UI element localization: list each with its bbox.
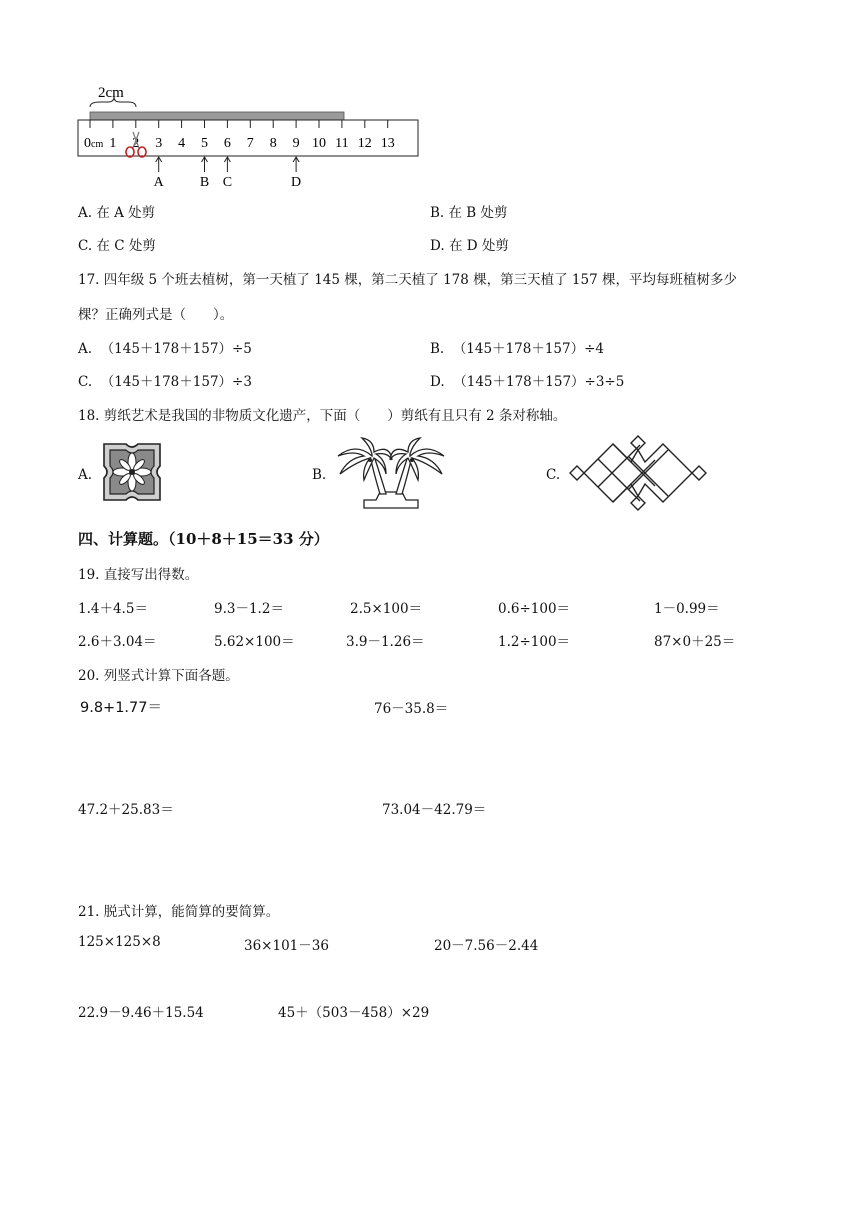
ruler-tick-label: 13	[380, 136, 395, 151]
q17-option-b[interactable]	[430, 337, 604, 357]
cut-point-d	[291, 157, 301, 190]
ruler-tick-label: 3	[155, 136, 163, 151]
q19-item: 87×0＋25＝	[654, 634, 736, 650]
q20-item: 47.2＋25.83＝	[78, 802, 174, 818]
ruler-tick-label: 2	[132, 136, 140, 151]
ruler-tick-label: 9	[292, 136, 300, 151]
q21-item: 20－7.56－2.44	[434, 938, 539, 954]
cut-point-label: D	[291, 175, 302, 190]
ruler-tick-label: 0cm	[84, 136, 104, 151]
q20-item: 9.8+1.77＝	[80, 700, 162, 716]
scale-label: 2cm	[98, 85, 124, 101]
q18-text: 18. 剪纸艺术是我国的非物质文化遗产，下面（ ）剪纸有且只有 2 条对称轴。	[78, 408, 567, 424]
option-key: A.	[78, 341, 93, 357]
q20-item: 73.04－42.79＝	[382, 802, 487, 818]
option-text: （145＋178＋157）÷4	[452, 341, 605, 357]
q21-item: 45＋（503－458）×29	[278, 1005, 430, 1021]
cut-point-a	[154, 157, 165, 190]
q18-option-c[interactable]	[546, 467, 560, 483]
q18-option-b[interactable]	[312, 467, 326, 483]
q19-item: 1.2÷100＝	[498, 634, 571, 650]
cut-point-b	[200, 157, 209, 190]
q18-option-a[interactable]	[78, 467, 92, 483]
q21-item: 22.9－9.46＋15.54	[78, 1005, 204, 1021]
q19-item: 2.5×100＝	[350, 601, 423, 617]
q19-item: 2.6＋3.04＝	[78, 634, 157, 650]
q19-item: 0.6÷100＝	[498, 601, 571, 617]
ruler-tick-label: 11	[335, 136, 349, 151]
cut-point-c	[223, 157, 232, 190]
q17-line1: 17. 四年级 5 个班去植树，第一天植了 145 棵，第二天植了 178 棵，第三天植了 157 棵，平均每班植树多少	[78, 272, 737, 288]
option-text: （145＋178＋157）÷3÷5	[453, 374, 625, 390]
option-key: B.	[430, 205, 445, 221]
option-text: （145＋178＋157）÷3	[100, 374, 252, 390]
cut-point-label: C	[222, 175, 233, 190]
ruler-points	[154, 157, 302, 190]
option-text: 在 B 处剪	[448, 205, 508, 221]
q16-option-d[interactable]	[430, 234, 509, 254]
q17-option-a[interactable]	[78, 337, 252, 357]
section4-title: 四、计算题。（10＋8＋15＝33 分）	[78, 530, 329, 548]
ruler-tick-label: 8	[269, 136, 277, 151]
option-key: D.	[430, 374, 445, 390]
ruler-tick-label: 4	[178, 136, 186, 151]
option-key: D.	[430, 238, 445, 254]
palm-trees-papercut-icon	[334, 434, 448, 510]
q17-option-d[interactable]	[430, 370, 624, 390]
q16-option-b[interactable]	[430, 201, 508, 221]
paper-strip	[90, 112, 344, 120]
option-key: B.	[430, 341, 445, 357]
q19-item: 5.62×100＝	[214, 634, 295, 650]
ruler-tick-label: 7	[246, 136, 254, 151]
q21-item: 36×101－36	[244, 938, 329, 954]
q19-item: 1－0.99＝	[654, 601, 720, 617]
ruler-tick-label: 5	[201, 136, 208, 151]
q19-item: 1.4＋4.5＝	[78, 601, 148, 617]
option-text: （145＋178＋157）÷5	[100, 341, 252, 357]
option-key: C.	[78, 374, 93, 390]
q19-item: 3.9－1.26＝	[346, 634, 425, 650]
option-text: 在 C 处剪	[96, 238, 156, 254]
q21-text: 21. 脱式计算，能简算的要简算。	[78, 904, 280, 920]
ruler-tick-label: 6	[223, 136, 231, 151]
option-text: 在 D 处剪	[448, 238, 509, 254]
q19-item: 9.3－1.2＝	[214, 601, 284, 617]
square-flower-papercut-icon	[100, 440, 164, 504]
q20-text: 20. 列竖式计算下面各题。	[78, 668, 239, 684]
q20-item: 76－35.8＝	[374, 701, 449, 717]
option-text: 在 A 处剪	[96, 205, 156, 221]
ruler-tick-label: 1	[109, 136, 117, 151]
q19-text: 19. 直接写出得数。	[78, 567, 199, 583]
option-key: C.	[78, 238, 93, 254]
ruler-figure	[70, 80, 430, 192]
q21-item: 125×125×8	[78, 934, 161, 950]
ruler-unit: cm	[91, 139, 104, 150]
cut-point-label: A	[153, 175, 164, 190]
option-key: A.	[78, 205, 93, 221]
cut-point-label: B	[199, 175, 210, 190]
option-key: A.	[78, 467, 93, 483]
q16-option-a[interactable]	[78, 201, 155, 221]
option-key: C.	[546, 467, 561, 483]
ruler-tick-label: 10	[312, 136, 326, 151]
q17-line2: 棵？正确列式是（ ）。	[78, 307, 234, 323]
q16-option-c[interactable]	[78, 234, 156, 254]
option-key: B.	[312, 467, 327, 483]
ruler-tick-label: 12	[357, 136, 372, 151]
diamond-knot-papercut-icon	[568, 434, 708, 512]
q17-option-c[interactable]	[78, 370, 252, 390]
